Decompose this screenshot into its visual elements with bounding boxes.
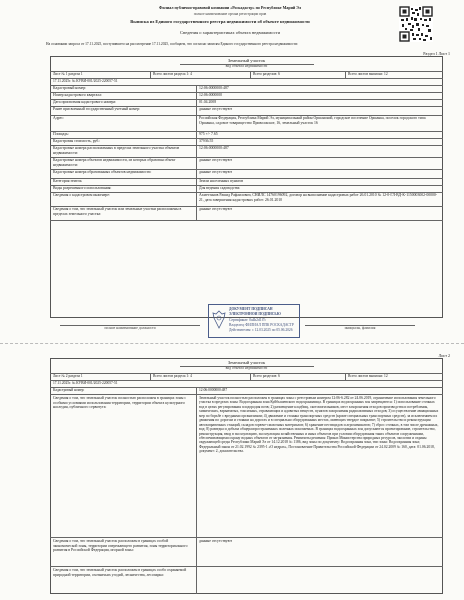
row-label: Кадастровый номер: [53,86,87,90]
row-label: Виды разрешенного использования: [53,186,112,190]
row-label: Номер кадастрового квартала: [53,93,102,97]
row-label: Кадастровые номера объектов недвижимости, из которых образован объект недвижимости: [53,158,176,167]
row-value: данные отсутствуют [199,107,233,111]
page2-date-number: 17.11.2025г. № КУВИ-001/2025-220057-51 [53,381,118,385]
coat-of-arms-icon [212,310,226,330]
row-label: Категория земель: [53,179,83,183]
zone-label: Сведения о том, что земельный участок полностью расположен в границах зоны с особыми условиями использования территории, территории объекта культурного наследия, публичного сервитута: [53,396,187,410]
row-divider [196,99,197,106]
row-divider [196,206,197,220]
row-label: Ранее присвоенный государственный учетный номер: [53,107,141,111]
row-label: Дата присвоения кадастрового номера: [53,100,117,104]
row-value: 01.04.2008 [199,100,217,104]
row-divider [196,92,197,99]
page2-list-total-pages: Всего листов выписки: 12 [348,374,388,378]
agency-name: Филиал публично-правовой компании «Роскадастр» по Республике Марий Эл [158,6,302,10]
protected-area-value [199,568,440,578]
page2-cad-value: 12:06:0000000:487 [199,388,228,392]
signature-name-caption: инициалы, фамилия [344,326,376,330]
page2-cad-label: Кадастровый номер: [53,388,85,392]
row-value: 12:06:0000000:487 [199,86,229,90]
row-value: 12:06:0000000:487 [199,146,229,150]
row-value: Для ведения садоводства [199,186,240,190]
row-value: данные отсутствуют [199,170,233,174]
row-label: Кадастровая стоимость, руб.: [53,139,101,143]
row-label: Площадь: [53,132,69,136]
row-label: Сведения о кадастровом инженере: [53,193,111,197]
document-subtitle: Сведения о характеристиках объекта недвижимости [179,30,281,35]
page2-object-caption: вид объекта недвижимости [225,366,268,370]
list-number: Лист № 1 раздела 1 [53,72,83,76]
protected-area-label: Сведения о том, что земельный участок расположен в границах особо охраняемой природной территории, охотничьих угодий, лесничества, лесопарка: [53,568,187,577]
page2-list-total-sections: Всего разделов: 6 [253,374,280,378]
row-divider [196,131,197,138]
economic-zone-label: Сведения о том, что земельный участок расположен в границах особой экономической зоны, территории опережающего развития, зоны территориального развития в Российской Федерации, игорной зоны: [53,539,188,553]
row-divider [196,85,197,92]
row-divider [196,178,197,185]
page2-object-type: Земельный участок [227,360,266,365]
row-divider [196,192,197,206]
document-title: Выписка из Единого государственного реестра недвижимости об объекте недвижимости [130,19,310,24]
page2-label: Лист 2 [438,354,450,358]
row-label: Кадастровые номера расположенных в пределах земельного участка объектов недвижимости: [53,146,180,155]
list-total-section: Всего листов раздела 1: 4 [153,72,192,76]
row-divider [196,169,197,178]
row-value: 37936.55 [199,139,214,143]
row-label: Адрес: [53,116,65,120]
object-type: Земельный участок [227,58,266,63]
row-divider [196,138,197,145]
agency-caption: полное наименование органа регистрации прав [193,12,267,16]
extract-date-number: 17.11.2025г. № КУВИ-001/2025-220057-51 [53,79,118,83]
row-value: Российская Федерация, Республика Марий Эл, муниципальный район Оршанский, городское поселение Оршанка, поселок городского типа Оршанка, садовое товарищество Приволжское, 16, земельный участок 16 [199,116,426,125]
list-total-sections: Всего разделов: 6 [253,72,280,76]
row-divider [196,185,197,192]
row-value: данные отсутствуют [199,207,233,211]
page2-list-total-section: Всего листов раздела 1: 4 [153,374,192,378]
row-label: Кадастровые номера образованных объектов недвижимости: [53,170,152,174]
zone-description: Земельный участок полностью расположен в границах зоны с реестровым номером 12:06-6.282 от 24.06.2019, ограничение использования земельного участка в пределах зоны: Водоохранная зона Куйбышевского водохранилища. В границах водоохранных зон запрещаются: 1) использование сточных вод в целях регулирования плодородия почв; 2) размещение кладбищ, скотомогильников, мест захоронения отходов производства и потребления, химических, взрывчатых, токсичных, отравляющих и ядовитых веществ, пунктов захоронения радиоактивных отходов; 3) осуществление авиационных мер по борьбе с вредными организмами; 4) движение и стоянка транспортных средств (кроме специальных транспортных средств), за исключением их движения по дорогам и стоянки на дорогах и в специально оборудованных местах, имеющих твердое покрытие; 5) строительство и реконструкция автозаправочных станций, складов горюче-смазочных материалов; 6) хранение пестицидов и агрохимикатов; 7) сброс сточных, в том числе дренажных, вод; 8) разведка и добыча общераспространенных полезных ископаемых. В границах водоохранных зон допускаются проектирование, строительство, реконструкция, ввод в эксплуатацию, эксплуатация хозяйственных и иных объектов при условии оборудования таких объектов сооружениями, обеспечивающими охрану водных объектов от загрязнения. Реквизиты решения: Приказ Министерства природных ресурсов, экологии и охраны окружающей среды Республики Марий Эл от 14.12.2018 № 1186, вид зоны по документу: Водоохранная зона, тип зоны: Водоохранная зона; Федеральный закон от 21.02.1992 № 2395-1 «О недрах», Постановление Правительства Российской Федерации от 24.02.2009 № 160, дата: 01.06.2018, документ: 2, доказательства. [199,396,439,454]
qr-code-icon [399,6,433,42]
row-value: данные отсутствуют [199,158,233,162]
row-separator [50,220,443,221]
row-label: Сведения о том, что земельный участок или земельные участки расположены в пределах земельного участка: [53,207,182,216]
page2-list-number: Лист № 2 раздела 1 [53,374,83,378]
signature-position-caption: полное наименование должности [104,326,156,330]
row-value: Ахметзянов Рашид Рафаилович, СНИЛС 14760196092, договор на выполнение кадастровых работ 26.01.2010 № 12-0-ГЛ-ВД-К-1150003002-00000-21, дата завершения кадастровых работ: 26.01.2010 [199,193,438,202]
request-line: На основании запроса от 17.11.2025, поступившего на рассмотрение 17.11.2025, сообщаем, что согласно записям Единого государственного реестра недвижимости: [46,42,299,46]
section-label: Раздел 1 Лист 1 [423,52,450,56]
row-value: 12:06:0000000 [199,93,222,97]
row-divider [196,157,197,169]
row-value: Земли населенных пунктов [199,179,244,183]
electronic-signature-stamp: ДОКУМЕНТ ПОДПИСАН ЭЛЕКТРОННОЙ ПОДПИСЬЮ Сертификат: 0a4b2d1f7c Владелец: ФИЛИАЛ ППК РОСКАДАСТР Действителен: с 12.03.2025 по 05.06.2026 [208,304,300,338]
object-type-caption: вид объекта недвижимости [225,64,268,68]
row-divider [196,145,197,157]
row-divider [196,115,197,131]
economic-zone-value: данные отсутствуют [199,539,233,543]
row-value: 975 +/- 7.65 [199,132,218,136]
row-divider [196,106,197,115]
list-total-pages: Всего листов выписки: 12 [348,72,388,76]
